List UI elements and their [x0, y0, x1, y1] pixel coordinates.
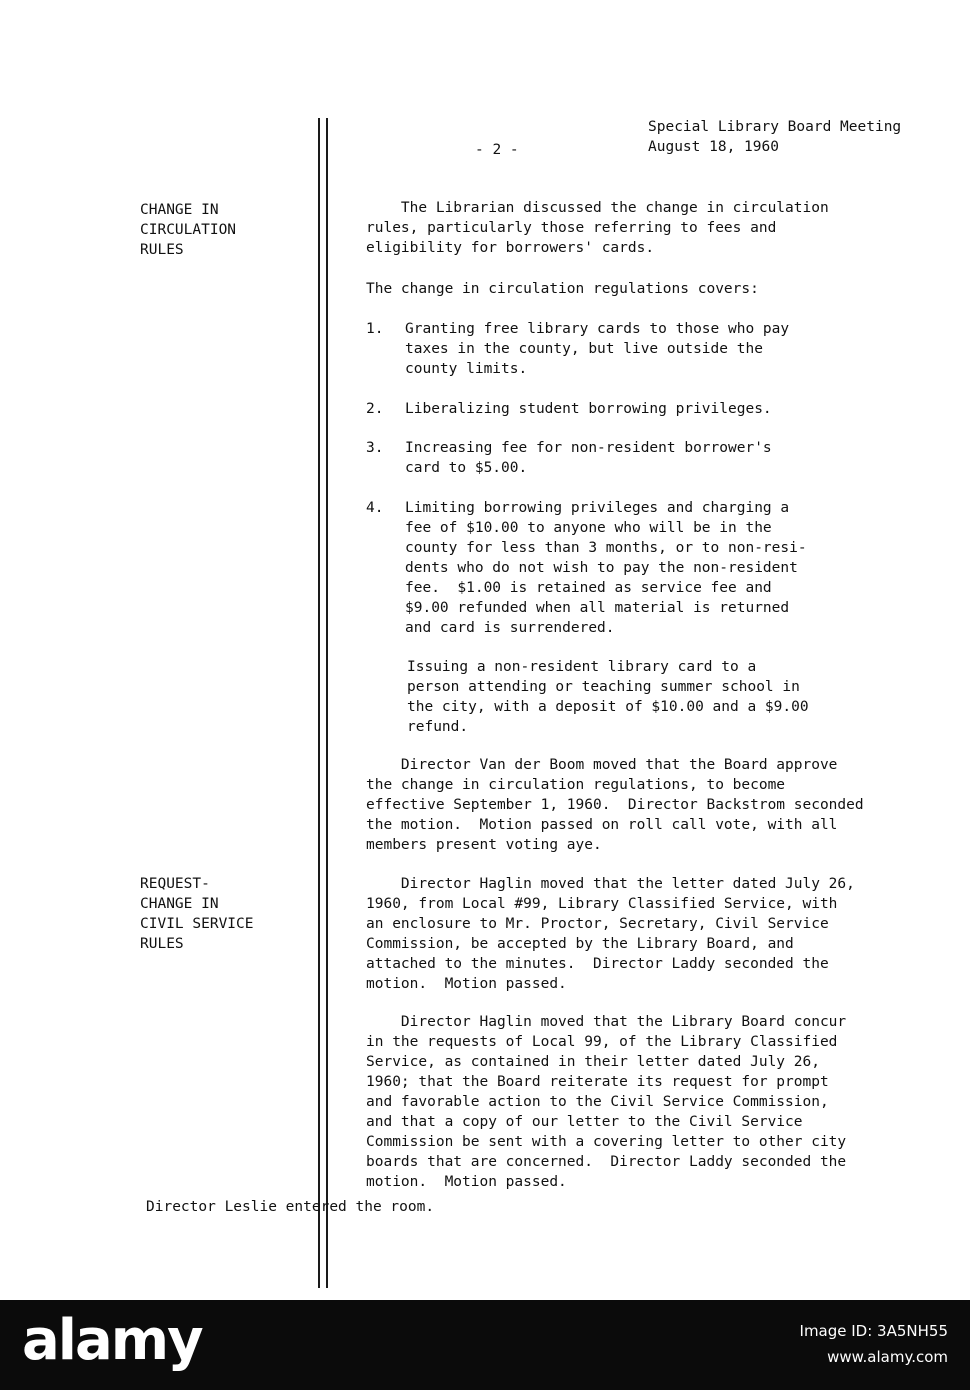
motion-paragraph: Director Haglin moved that the letter dated July 26, 1960, from Local #99, Library Classified Service, with an enclosure to Mr. Proctor, Secretary, Civil Service Commission, be accepted by the Library Board, and attached to the minutes. Director Laddy seconded the motion. Motion passed.: [366, 876, 855, 992]
intro-paragraph: The Librarian discussed the change in circulation rules, particularly those referring to fees and eligibility for borrowers' cards.: [366, 200, 829, 256]
list-item-text: Granting free library cards to those who pay taxes in the county, but live outside the county limits.: [405, 321, 790, 377]
motion-paragraph: Director Van der Boom moved that the Board approve the change in circulation regulations, to become effective September 1, 1960. Director Backstrom seconded the motion. Motion passed on roll call vote, with all members present voting aye.: [366, 757, 864, 853]
meeting-date: August 18, 1960: [648, 139, 779, 155]
margin-rule-left: [318, 118, 320, 1288]
alamy-logo: alamy: [22, 1308, 202, 1373]
page-number: - 2 -: [475, 142, 519, 158]
margin-rule-right: [326, 118, 328, 1288]
section-label-civil-service: REQUEST- CHANGE IN CIVIL SERVICE RULES: [140, 876, 254, 952]
list-item-text: Increasing fee for non-resident borrower's card to $5.00.: [405, 440, 772, 476]
summer-school-paragraph: Issuing a non-resident library card to a person attending or teaching summer school in the city, with a deposit of $10.00 and a $9.00 refund.: [407, 659, 809, 735]
section-label-circulation: CHANGE IN CIRCULATION RULES: [140, 202, 237, 258]
site-url-label: www.alamy.com: [827, 1348, 948, 1366]
motion-paragraph: Director Haglin moved that the Library Board concur in the requests of Local 99, of the Library Classified Service, as contained in their letter dated July 26, 1960; that the Board reiterate its request for prompt and favorable action to the Civil Service Commission, and that a copy of our letter to the Civil Service Commission be sent with a covering letter to other city boards that are concerned. Director Laddy seconded the motion. Motion passed.: [366, 1014, 847, 1190]
list-item-text: Limiting borrowing privileges and charging a fee of $10.00 to anyone who will be in the county for less than 3 months, or to non-resi- dents who do not wish to pay the non-resident fee. $1.00 is retained as service fee and $9.00 refunded when all material is returned and card is surrendered.: [405, 500, 807, 636]
list-item-number: 2.: [366, 401, 384, 417]
meeting-title: Special Library Board Meeting: [648, 119, 902, 135]
list-item-text: Liberalizing student borrowing privileges.: [405, 401, 772, 417]
footer-note: Director Leslie entered the room.: [146, 1199, 435, 1215]
image-id-label: Image ID: 3A5NH55: [799, 1322, 948, 1340]
list-item-number: 4.: [366, 500, 384, 516]
covers-heading: The change in circulation regulations covers:: [366, 281, 759, 297]
list-item-number: 3.: [366, 440, 384, 456]
list-item-number: 1.: [366, 321, 384, 337]
watermark-banner: [0, 1300, 970, 1390]
